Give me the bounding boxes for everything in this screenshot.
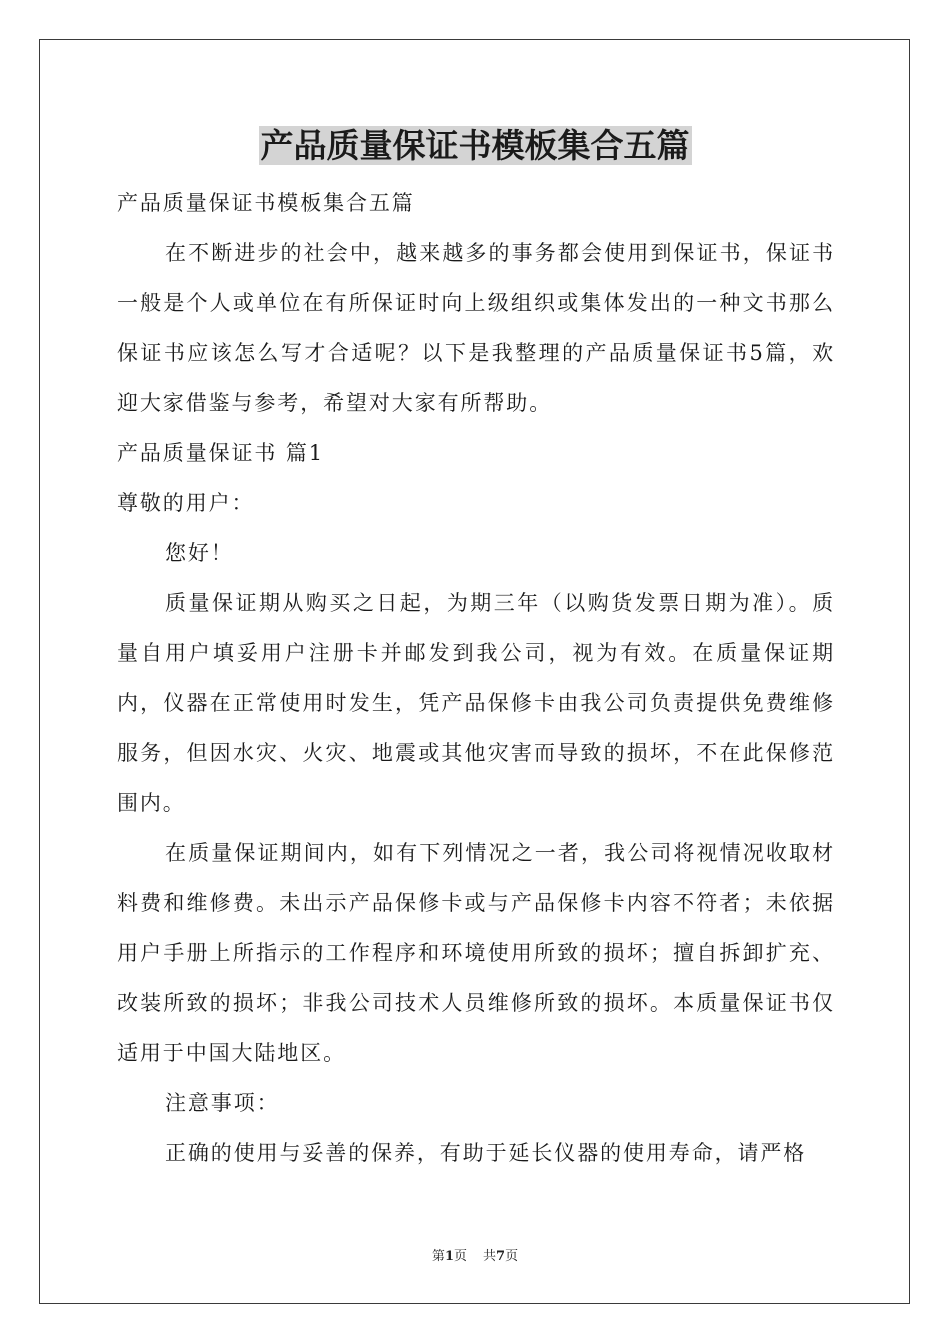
section-heading: 产品质量保证书 篇1	[117, 441, 325, 465]
total-prefix: 共	[483, 1249, 497, 1264]
charges-paragraph: 在质量保证期间内，如有下列情况之一者，我公司将视情况收取材料费和维修费。未出示产品保修卡或与产品保修卡内容不符者；未依据用户手册上所指示的工作程序和环境使用所致的损坏；擅自拆卸扩充、改装所致的损坏；非我公司技术人员维修所致的损坏。本质量保证书仅适用于中国大陆地区。	[117, 841, 835, 1065]
salutation: 尊敬的用户：	[117, 491, 255, 515]
page-footer	[0, 1245, 950, 1264]
intro-paragraph: 在不断进步的社会中，越来越多的事务都会使用到保证书，保证书一般是个人或单位在有所保证时向上级组织或集体发出的一种文书那么保证书应该怎么写才合适呢？以下是我整理的产品质量保证书5篇，欢迎大家借鉴与参考，希望对大家有所帮助。	[117, 241, 835, 415]
greeting: 您好！	[165, 541, 234, 565]
page-suffix: 页	[453, 1249, 467, 1264]
total-suffix: 页	[505, 1249, 519, 1264]
page-prefix: 第	[431, 1249, 445, 1264]
document-body	[117, 178, 835, 1178]
total-pages: 7	[496, 1249, 506, 1264]
document-title: 产品质量保证书模板集合五篇	[260, 126, 690, 165]
page-number: 1	[444, 1249, 454, 1264]
subtitle-line: 产品质量保证书模板集合五篇	[117, 191, 415, 215]
notice-paragraph: 正确的使用与妥善的保养，有助于延长仪器的使用寿命，请严格	[165, 1141, 807, 1165]
warranty-period-paragraph: 质量保证期从购买之日起，为期三年（以购货发票日期为准）。质量自用户填妥用户注册卡并邮发到我公司，视为有效。在质量保证期内，仪器在正常使用时发生，凭产品保修卡由我公司负责提供免费维修服务，但因水灾、火灾、地震或其他灾害而导致的损坏，不在此保修范围内。	[117, 591, 835, 815]
notice-heading: 注意事项：	[165, 1091, 280, 1115]
